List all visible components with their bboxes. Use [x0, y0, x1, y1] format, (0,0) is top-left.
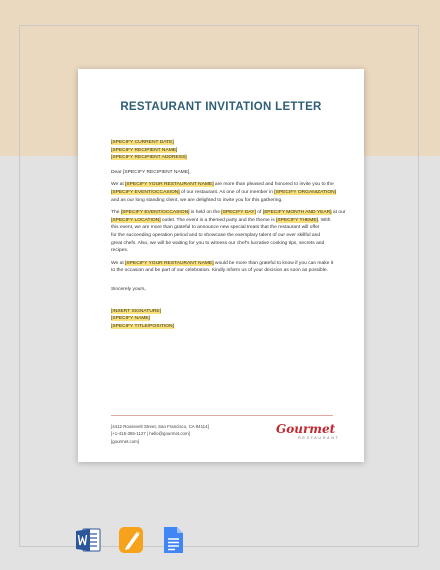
name-placeholder: [SPECIFY NAME] — [111, 316, 151, 322]
recipient-name-placeholder: [SPECIFY RECIPIENT NAME] — [111, 147, 178, 153]
app-icons-row — [75, 526, 195, 554]
organization-placeholder: [SPECIFY ORGANIZATION] — [274, 189, 337, 195]
title-position-placeholder: [SPECIFY TITLE/POSITION] — [111, 323, 174, 329]
footer-divider — [111, 415, 333, 416]
paragraph-2 — [111, 209, 346, 255]
theme-placeholder: [SPECIFY THEME] — [276, 217, 318, 223]
paragraph-1 — [111, 181, 337, 204]
text-line: great chefs. Also, we will be waiting for you to witness our chef's lucrative cooking tips, secrets and — [111, 240, 325, 246]
gourmet-logo — [276, 423, 340, 440]
text-line: recipes. — [111, 248, 129, 254]
footer-website: [gourmet.com] — [111, 438, 140, 444]
text-run: outlet. The event is a themed party and the theme is — [160, 217, 277, 223]
text-run: of our restaurant. As one of our member in — [179, 189, 275, 195]
letter-body — [111, 139, 346, 330]
text-run: at our — [331, 210, 346, 216]
restaurant-name-placeholder: [SPECIFY YOUR RESTAURANT NAME] — [125, 182, 214, 188]
text-line: to the occasion and be part of our celebration. Kindly inform us of your decision as soon as possible. — [111, 268, 328, 274]
event-placeholder: [SPECIFY EVENT/OCCASION] — [111, 189, 180, 195]
signature-block — [111, 308, 333, 331]
restaurant-name-placeholder: [SPECIFY YOUR RESTAURANT NAME] — [125, 260, 214, 266]
text-line: for the succeeding operation period and to showcase the exemplary talent of our ever skillful and — [111, 232, 321, 238]
text-run: The — [111, 210, 121, 216]
footer-contact — [111, 423, 209, 445]
recipient-address-placeholder: [SPECIFY RECIPIENT ADDRESS] — [111, 155, 187, 161]
text-run: We at — [111, 182, 126, 188]
closing: Sincerely yours, — [111, 286, 146, 292]
text-run: of — [255, 210, 263, 216]
signature-placeholder: [INSERT SIGNATURE] — [111, 308, 162, 314]
greeting: Dear [SPECIFY RECIPIENT NAME], — [111, 169, 191, 175]
text-run: . With — [317, 217, 331, 223]
paragraph-3 — [111, 260, 333, 275]
logo-wordmark: Gourmet — [276, 422, 336, 436]
month-year-placeholder: [SPECIFY MONTH AND YEAR] — [262, 210, 332, 216]
location-placeholder: [SPECIFY LOCATION] — [111, 217, 161, 223]
day-placeholder: [SPECIFY DAY] — [221, 210, 256, 216]
google-docs-icon[interactable] — [160, 526, 186, 554]
text-line: and as our long standing client, we are delighted to invite you for this gathering. — [111, 197, 283, 203]
text-run: would be more than grateful to know if you can make it — [213, 260, 334, 266]
event-placeholder: [SPECIFY EVENT/OCCASION] — [120, 210, 190, 216]
letter-page — [78, 69, 364, 462]
text-run: We at — [111, 260, 126, 266]
letter-title: RESTAURANT INVITATION LETTER — [120, 101, 322, 113]
text-line: this event, we are more than grateful to announce new special treats that the restaurant will offer — [111, 225, 320, 231]
footer-address: [4412 Roosevelt Street, San Francisco, CA 94114] — [111, 424, 209, 429]
address-block — [111, 139, 333, 162]
word-icon[interactable] — [75, 526, 101, 554]
pages-icon[interactable] — [118, 526, 144, 554]
footer-phone-email: [+1-415-355-1127 | hello@gourmet.com] — [111, 431, 190, 437]
date-placeholder: [SPECIFY CURRENT DATE] — [111, 140, 174, 145]
text-run: are more than pleased and honored to invite you to the — [213, 182, 334, 188]
logo-subtitle: RESTAURANT — [298, 436, 340, 440]
text-run: is held on the — [189, 210, 222, 216]
